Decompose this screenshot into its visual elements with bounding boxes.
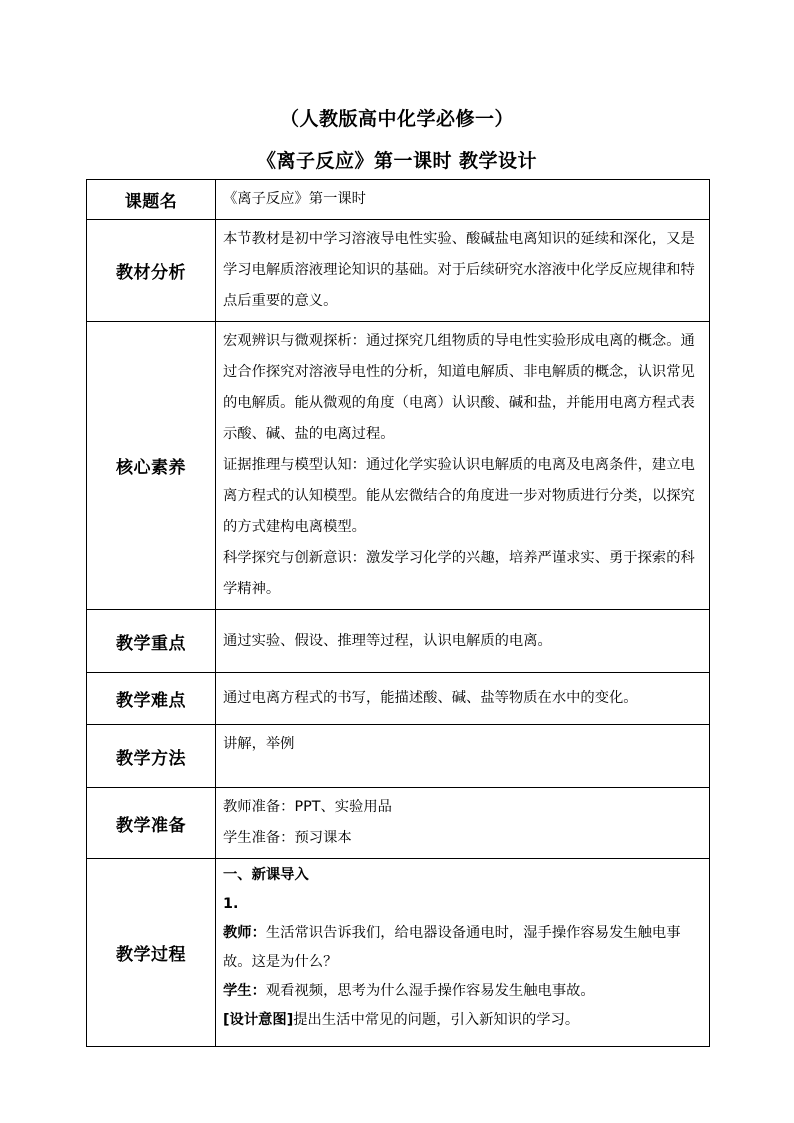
intent-label: [设计意图] bbox=[223, 1012, 294, 1028]
difficulties-text: 通过电离方程式的书写，能描述酸、碱、盐等物质在水中的变化。 bbox=[223, 690, 638, 706]
student-label: 学生： bbox=[223, 983, 266, 999]
student-text: 观看视频，思考为什么湿手操作容易发生触电事故。 bbox=[265, 983, 595, 999]
lesson-plan-table bbox=[86, 179, 710, 1047]
document-title: 《离子反应》第一课时 教学设计 bbox=[256, 150, 538, 172]
intent-text: 提出生活中常见的问题，引入新知识的学习。 bbox=[293, 1012, 580, 1028]
row-label-preparation: 教学准备 bbox=[87, 788, 216, 859]
table-row-topic bbox=[87, 180, 710, 220]
process-intent-paragraph bbox=[223, 1006, 705, 1035]
row-label-difficulties: 教学难点 bbox=[87, 673, 216, 725]
row-label-key-points: 教学重点 bbox=[87, 610, 216, 673]
row-content-process bbox=[216, 859, 710, 1047]
row-content-difficulties bbox=[216, 673, 710, 725]
teacher-text: 生活常识告诉我们，给电器设备通电时，湿手操作容易发生触电事故。这是为什么？ bbox=[223, 925, 681, 970]
topic-text: 《离子反应》第一课时 bbox=[223, 191, 366, 207]
table-row-core-literacy bbox=[87, 322, 710, 610]
row-label-core-literacy: 核心素养 bbox=[87, 322, 216, 610]
row-label-material-analysis: 教材分析 bbox=[87, 220, 216, 322]
row-label-topic: 课题名 bbox=[87, 180, 216, 220]
material-analysis-text: 本节教材是初中学习溶液导电性实验、酸碱盐电离知识的延续和深化，又是学习电解质溶液理论知识的基础。对于后续研究水溶液中化学反应规律和特点后重要的意义。 bbox=[223, 231, 695, 309]
table-row-preparation bbox=[87, 788, 710, 859]
methods-text: 讲解，举例 bbox=[223, 736, 295, 752]
process-item-number: 1. bbox=[223, 896, 239, 912]
row-label-process: 教学过程 bbox=[87, 859, 216, 1047]
row-content-core-literacy bbox=[216, 322, 710, 610]
row-content-material-analysis bbox=[216, 220, 710, 322]
process-section-heading: 一、新课导入 bbox=[223, 867, 309, 883]
process-student-paragraph bbox=[223, 977, 705, 1006]
student-preparation-text: 学生准备：预习课本 bbox=[223, 830, 352, 846]
document-title-series: （人教版高中化学必修一） bbox=[279, 108, 514, 130]
table-row-methods bbox=[87, 725, 710, 788]
core-literacy-paragraph-3: 科学探究与创新意识：激发学习化学的兴趣，培养严谨求实、勇于探索的科学精神。 bbox=[223, 550, 695, 597]
row-content-key-points bbox=[216, 610, 710, 673]
row-content-methods bbox=[216, 725, 710, 788]
row-label-methods: 教学方法 bbox=[87, 725, 216, 788]
core-literacy-paragraph-1: 宏观辨识与微观探析：通过探究几组物质的导电性实验形成电离的概念。通过合作探究对溶液导电性的分析，知道电解质、非电解质的概念，认识常见的电解质。能从微观的角度（电离）认识酸、碱和盐，并能用电离方程式表示酸、碱、盐的电离过程。 bbox=[223, 333, 695, 442]
table-row-difficulties bbox=[87, 673, 710, 725]
table-row-material-analysis bbox=[87, 220, 710, 322]
teacher-preparation-text: 教师准备：PPT、实验用品 bbox=[223, 799, 392, 815]
key-points-text: 通过实验、假设、推理等过程，认识电解质的电离。 bbox=[223, 632, 552, 649]
teacher-label: 教师： bbox=[223, 925, 266, 941]
row-content-preparation bbox=[216, 788, 710, 859]
core-literacy-paragraph-2: 证据推理与模型认知：通过化学实验认识电解质的电离及电离条件，建立电离方程式的认知模型。能从宏微结合的角度进一步对物质进行分类，以探究的方式建构电离模型。 bbox=[223, 457, 695, 535]
row-content-topic bbox=[216, 180, 710, 220]
table-row-key-points bbox=[87, 610, 710, 673]
table-row-process bbox=[87, 859, 710, 1047]
process-teacher-paragraph bbox=[223, 919, 705, 977]
